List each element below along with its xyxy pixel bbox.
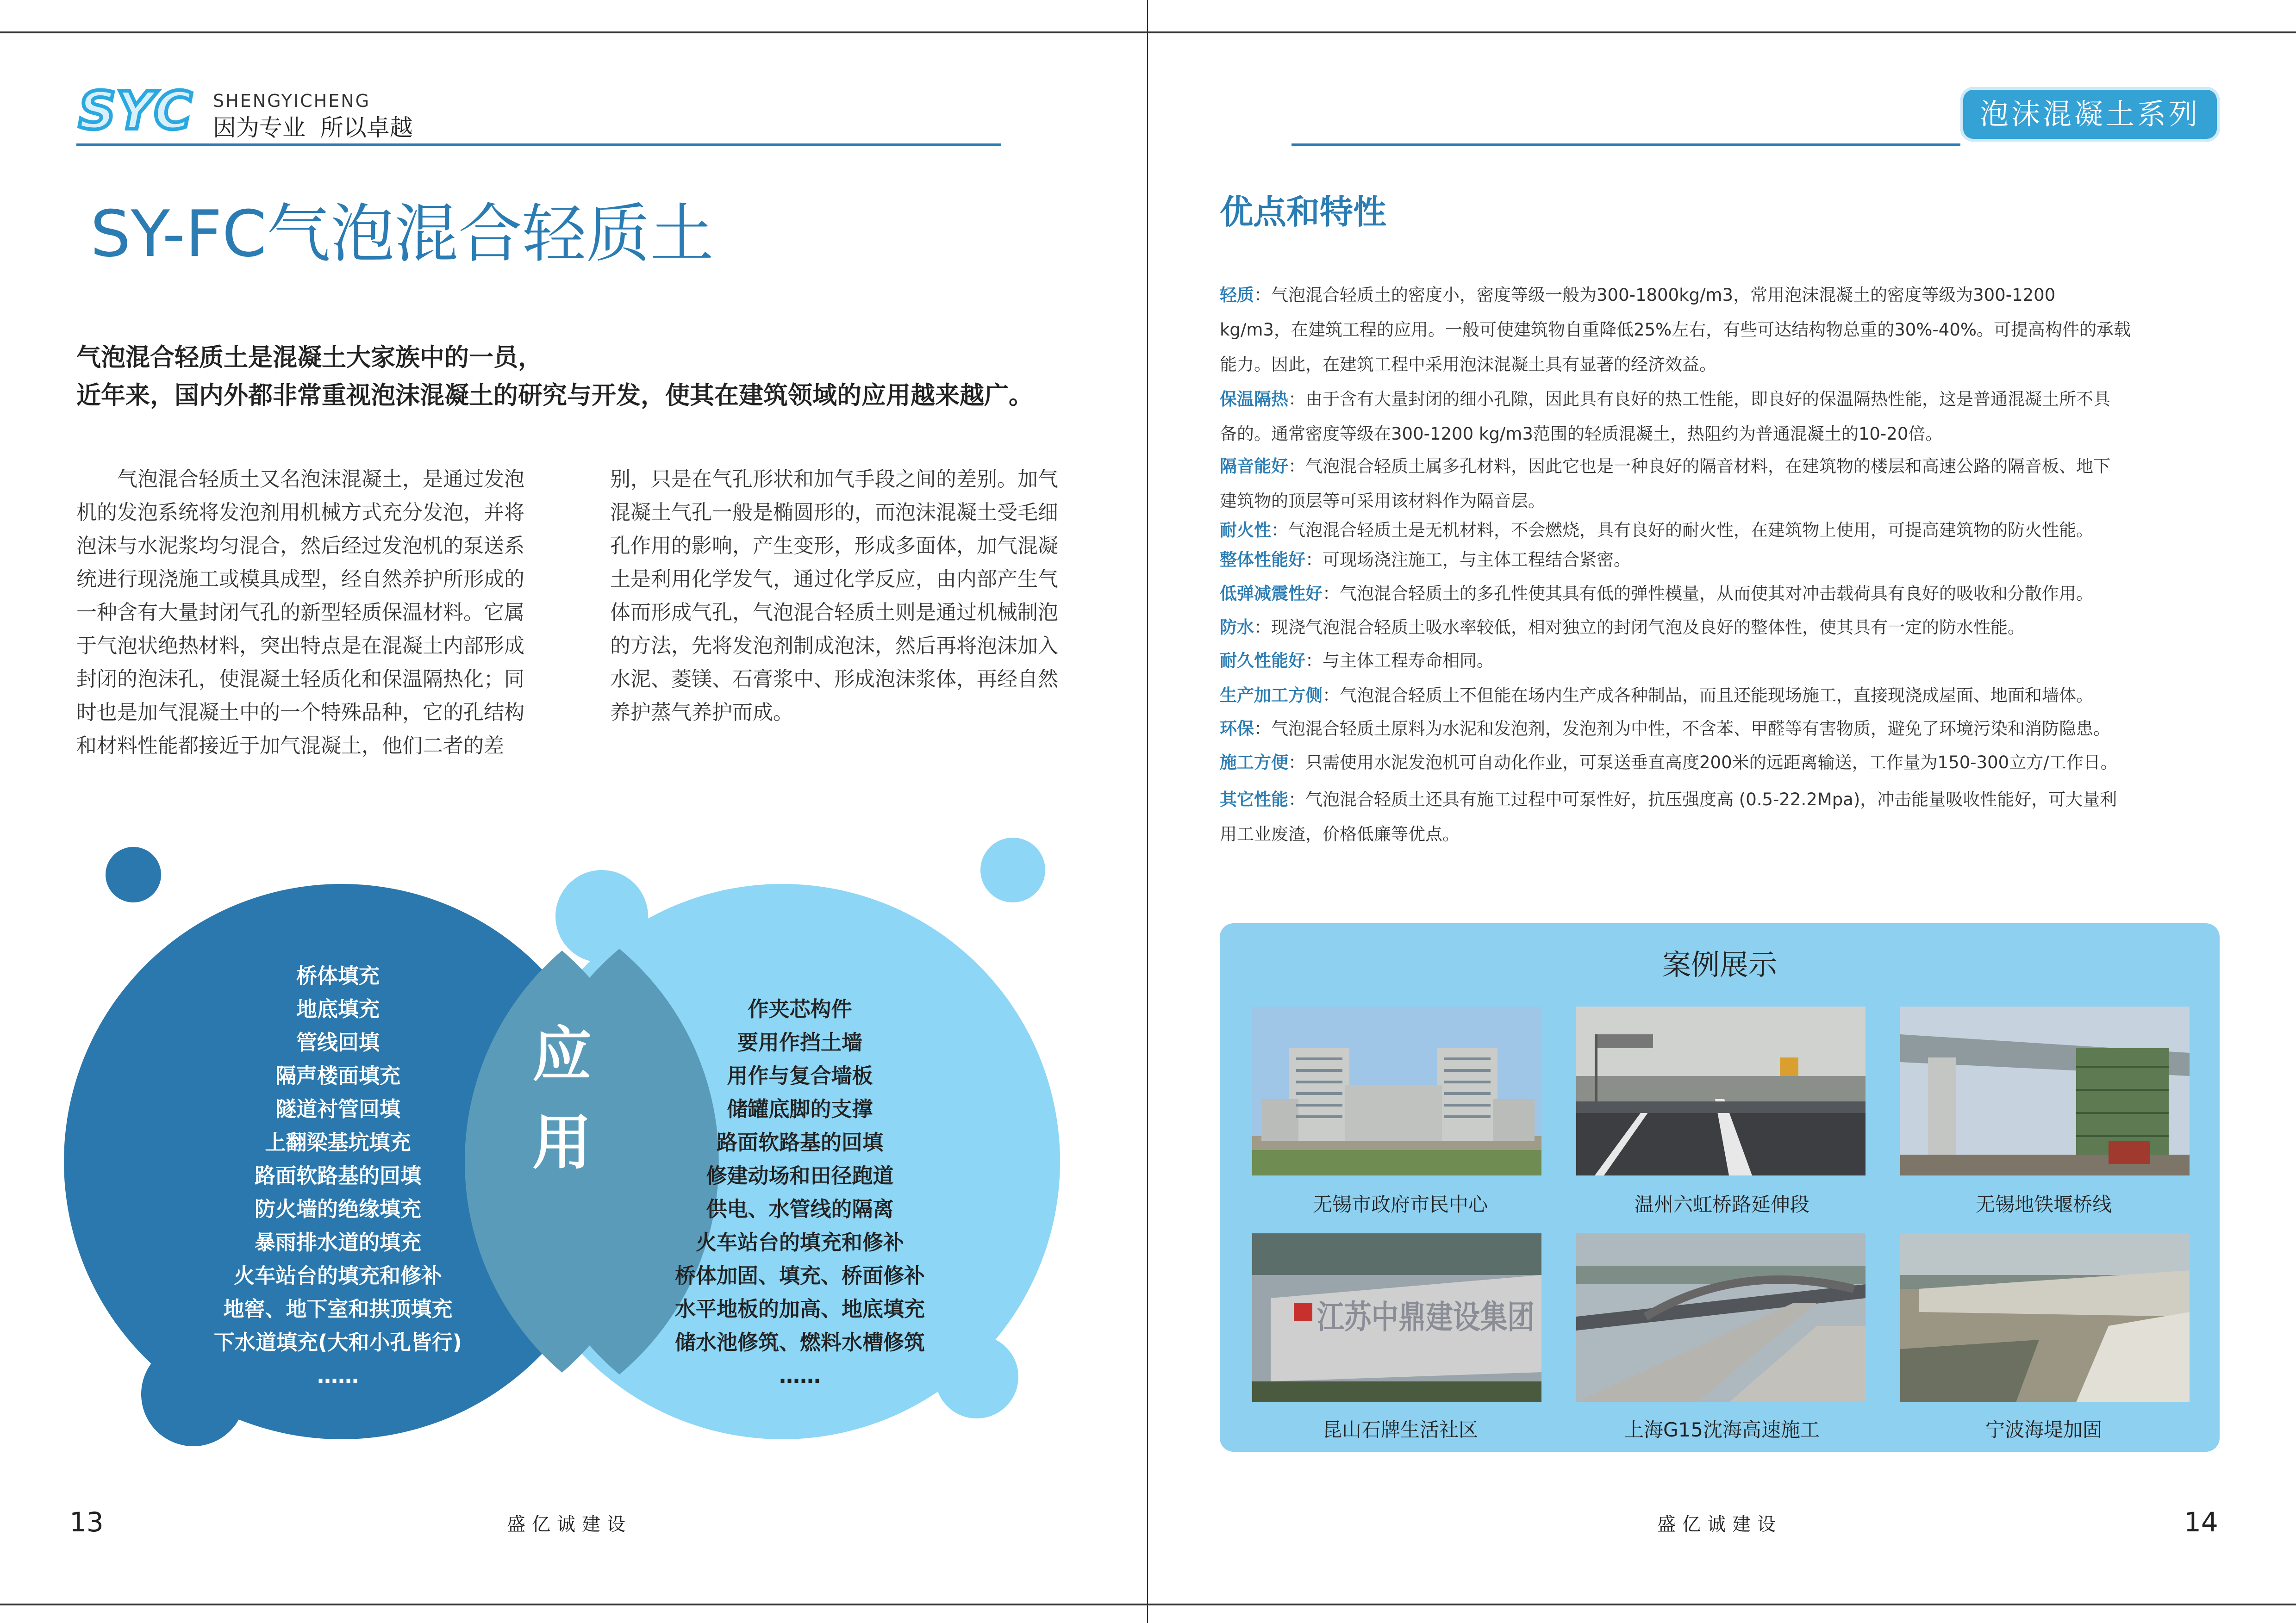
list-item: 供电、水管线的隔离 <box>706 1197 894 1221</box>
body-line: 水泥、菱镁、石膏浆中、形成泡沫浆体，再经自然 <box>610 667 1058 691</box>
feature-key: 生产加工方侧 <box>1220 685 1323 705</box>
header-rule <box>1292 143 1960 146</box>
list-item: 桥体加固、填充、桥面修补 <box>674 1263 925 1288</box>
series-badge: 泡沫混凝土系列 <box>1960 87 2220 142</box>
case-photo-kunshan-community <box>1252 1233 1541 1402</box>
case-caption: 上海G15沈海高速施工 <box>1624 1418 1820 1441</box>
case-photo-shanghai-g15 <box>1576 1233 1866 1402</box>
list-item: 火车站台的填充和修补 <box>233 1263 442 1288</box>
body-line: 气泡混合轻质土又名泡沫混凝土，是通过发泡 <box>76 467 524 491</box>
case-photo-wuxi-government <box>1252 1007 1541 1175</box>
case-caption: 昆山石牌生活社区 <box>1322 1418 1478 1441</box>
feature-text: ：气泡混合轻质土原料为水泥和发泡剂，发泡剂为中性，不含苯、甲醛等有害物质，避免了环境污染和消防隐患。 <box>1254 719 2110 739</box>
feature-text: 能力。因此，在建筑工程中采用泡沫混凝土具有显著的经济效益。 <box>1220 354 1716 374</box>
body-line: 体而形成气孔，气泡混合轻质土则是通过机械制泡 <box>610 601 1058 624</box>
case-photo-wuxi-metro <box>1900 1007 2190 1175</box>
body-line: 封闭的泡沫孔，使混凝土轻质化和保温隔热化；同 <box>76 667 524 691</box>
page-number: 14 <box>2184 1506 2218 1538</box>
feature-item <box>1220 711 2224 746</box>
list-item: 暴雨排水道的填充 <box>254 1230 421 1255</box>
body-column-2 <box>610 463 1092 729</box>
list-item: 桥体填充 <box>296 964 380 988</box>
feature-key: 其它性能 <box>1220 790 1288 809</box>
body-line: 和材料性能都接近于加气混凝土，他们二者的差 <box>76 734 504 758</box>
case-photo-wenzhou-road <box>1576 1007 1866 1175</box>
feature-text: ：由于含有大量封闭的细小孔隙，因此具有良好的热工性能，即良好的保温隔热性能，这是普通混凝土所不具 <box>1288 389 2110 409</box>
case-photo-ningbo-seawall <box>1900 1233 2190 1402</box>
list-item: 要用作挡土墙 <box>737 1030 862 1055</box>
page-number: 13 <box>69 1506 104 1538</box>
decor-dot <box>106 847 161 902</box>
body-line: 别，只是在气孔形状和加气手段之间的差别。加气 <box>610 467 1058 491</box>
case-sign-text: 江苏中鼎建设集团 <box>1317 1298 1535 1336</box>
feature-text: ：气泡混合轻质土属多孔材料，因此它也是一种良好的隔音材料，在建筑物的楼层和高速公路的隔音板、地下 <box>1288 456 2110 476</box>
brand-slogan: 因为专业 所以卓越 <box>213 114 413 141</box>
body-line: 的方法，先将发泡剂制成泡沫，然后再将泡沫加入 <box>610 634 1058 658</box>
body-line: 养护蒸气养护而成。 <box>610 701 793 724</box>
list-item: 地底填充 <box>296 997 380 1021</box>
page-bottom-border <box>0 1604 1148 1605</box>
list-item: 上翻梁基坑填充 <box>265 1130 411 1155</box>
list-item: …… <box>779 1363 821 1388</box>
feature-item <box>1220 382 2224 451</box>
feature-key: 环保 <box>1220 719 1254 739</box>
feature-item <box>1220 610 2224 645</box>
body-line: 统进行现浇施工或模具成型，经自然养护所形成的 <box>76 567 524 591</box>
list-item: 防火墙的绝缘填充 <box>254 1197 421 1221</box>
body-line: 一种含有大量封闭气孔的新型轻质保温材料。它属 <box>76 601 524 624</box>
body-line: 土是利用化学发气，通过化学反应，由内部产生气 <box>610 567 1058 591</box>
body-line: 机的发泡系统将发泡剂用机械方式充分发泡，并将 <box>76 501 524 524</box>
application-list-right <box>615 993 985 1393</box>
feature-text: ：气泡混合轻质土的多孔性使其具有低的弹性模量，从而使其对冲击载荷具有良好的吸收和分散作用。 <box>1323 584 2093 603</box>
feature-key: 防水 <box>1220 617 1254 637</box>
feature-text: ：现浇气泡混合轻质土吸水率较低，相对独立的封闭气泡及良好的整体性，使其具有一定的防水性能。 <box>1254 617 2025 637</box>
application-list-left <box>153 959 523 1393</box>
body-line: 混凝土气孔一般是椭圆形的，而泡沫混凝土受毛细 <box>610 501 1058 524</box>
body-line: 于气泡状绝热材料，突出特点是在混凝土内部形成 <box>76 634 524 658</box>
feature-item <box>1220 745 2224 780</box>
feature-text: 用工业废渣，价格低廉等优点。 <box>1220 824 1460 844</box>
feature-item <box>1220 449 2224 518</box>
feature-text: ：气泡混合轻质土的密度小，密度等级一般为300-1800kg/m3，常用泡沫混凝土的密度等级为300-1200 <box>1254 285 2056 305</box>
section-title: 优点和特性 <box>1220 193 1387 231</box>
feature-key: 整体性能好 <box>1220 550 1305 570</box>
body-line: 孔作用的影响，产生变形，形成多面体，加气混凝 <box>610 534 1058 558</box>
footer-brand: 盛亿诚建设 <box>1657 1514 1782 1535</box>
list-item: 用作与复合墙板 <box>727 1063 873 1088</box>
page-bottom-border <box>1148 1604 2296 1605</box>
feature-text: ：只需使用水泥发泡机可自动化作业，可泵送垂直高度200米的远距离输送，工作量为150-300立方/工作日。 <box>1288 752 2118 772</box>
feature-key: 低弹减震性好 <box>1220 584 1323 603</box>
list-item: 路面软路基的回填 <box>716 1130 883 1155</box>
list-item: 修建动场和田径跑道 <box>706 1163 894 1188</box>
feature-key: 耐久性能好 <box>1220 651 1305 671</box>
case-caption: 温州六虹桥路延伸段 <box>1634 1193 1809 1216</box>
application-char: 应 <box>532 1020 592 1089</box>
case-showcase-title: 案例展示 <box>1662 948 1777 982</box>
feature-text: 备的。通常密度等级在300-1200 kg/m3范围的轻质混凝土，热阻约为普通混凝土的10-20倍。 <box>1220 424 1943 444</box>
list-item: 储水池修筑、燃料水槽修筑 <box>674 1330 925 1355</box>
case-caption: 无锡市政府市民中心 <box>1312 1193 1488 1216</box>
list-item: …… <box>317 1363 359 1388</box>
list-item: 地窖、地下室和拱顶填充 <box>223 1297 453 1321</box>
feature-key: 隔音能好 <box>1220 456 1288 476</box>
feature-key: 保温隔热 <box>1220 389 1288 409</box>
body-column-1 <box>76 463 558 763</box>
page-title: SY-FC气泡混合轻质土 <box>90 197 714 271</box>
list-item: 火车站台的填充和修补 <box>695 1230 904 1255</box>
page-top-border <box>1148 31 2296 33</box>
logo-letter-y: Y <box>116 81 154 141</box>
feature-text: ：气泡混合轻质土还具有施工过程中可泵性好，抗压强度高 (0.5-22.2Mpa)，冲击能量吸收性能好，可大量利 <box>1288 790 2117 809</box>
feature-text: ：可现场浇注施工，与主体工程结合紧密。 <box>1305 550 1631 570</box>
feature-key: 耐火性 <box>1220 520 1271 540</box>
list-item: 路面软路基的回填 <box>254 1163 421 1188</box>
logo-letter-s: S <box>78 81 116 141</box>
feature-key: 施工方便 <box>1220 752 1288 772</box>
feature-key: 轻质 <box>1220 285 1254 305</box>
page-top-border <box>0 31 1148 33</box>
case-caption: 无锡地铁堰桥线 <box>1975 1193 2112 1216</box>
feature-item <box>1220 542 2224 577</box>
feature-item <box>1220 576 2224 611</box>
feature-text: ：气泡混合轻质土是无机材料，不会燃烧，具有良好的耐火性，在建筑物上使用，可提高建筑物的防火性能。 <box>1271 520 2093 540</box>
list-item: 管线回填 <box>296 1030 380 1055</box>
application-char: 用 <box>532 1108 592 1177</box>
list-item: 水平地板的加高、地底填充 <box>674 1297 925 1321</box>
list-item: 隔声楼面填充 <box>275 1063 400 1088</box>
footer-brand: 盛亿诚建设 <box>507 1514 632 1535</box>
application-label <box>516 1011 608 1187</box>
logo-letter-c: C <box>154 81 193 141</box>
brand-name-en: SHENGYICHENG <box>213 91 371 111</box>
feature-item <box>1220 678 2224 713</box>
list-item: 作夹芯构件 <box>748 997 852 1021</box>
body-line: 时也是加气混凝土中的一个特殊品种，它的孔结构 <box>76 701 524 724</box>
lead-line: 气泡混合轻质土是混凝土大家族中的一员， <box>76 343 543 372</box>
syc-logo <box>76 81 194 141</box>
feature-text: kg/m3，在建筑工程的应用。一般可使建筑物自重降低25%左右，有些可达结构物总重的30%-40%。可提高构件的承载 <box>1220 320 2131 340</box>
feature-text: 建筑物的顶层等可采用该材料作为隔音层。 <box>1220 491 1545 511</box>
list-item: 隧道衬管回填 <box>275 1097 400 1121</box>
case-caption: 宁波海堤加固 <box>1985 1418 2102 1441</box>
list-item: 储罐底脚的支撑 <box>727 1097 873 1121</box>
feature-item <box>1220 782 2224 852</box>
feature-item <box>1220 643 2224 678</box>
feature-text: ：与主体工程寿命相同。 <box>1305 651 1494 671</box>
list-item: 下水道填充(大和小孔皆行) <box>213 1330 462 1355</box>
body-line: 泡沫与水泥浆均匀混合，然后经过发泡机的泵送系 <box>76 534 524 558</box>
lead-line: 近年来，国内外都非常重视泡沫混凝土的研究与开发，使其在建筑领域的应用越来越广。 <box>76 381 1033 410</box>
decor-dot <box>980 838 1045 902</box>
header-rule <box>76 143 1001 146</box>
case-showcase-panel <box>1220 923 2220 1452</box>
feature-item <box>1220 278 2224 382</box>
feature-text: ：气泡混合轻质土不但能在场内生产成各种制品，而且还能现场施工，直接现浇成屋面、地面和墙体。 <box>1323 685 2093 705</box>
